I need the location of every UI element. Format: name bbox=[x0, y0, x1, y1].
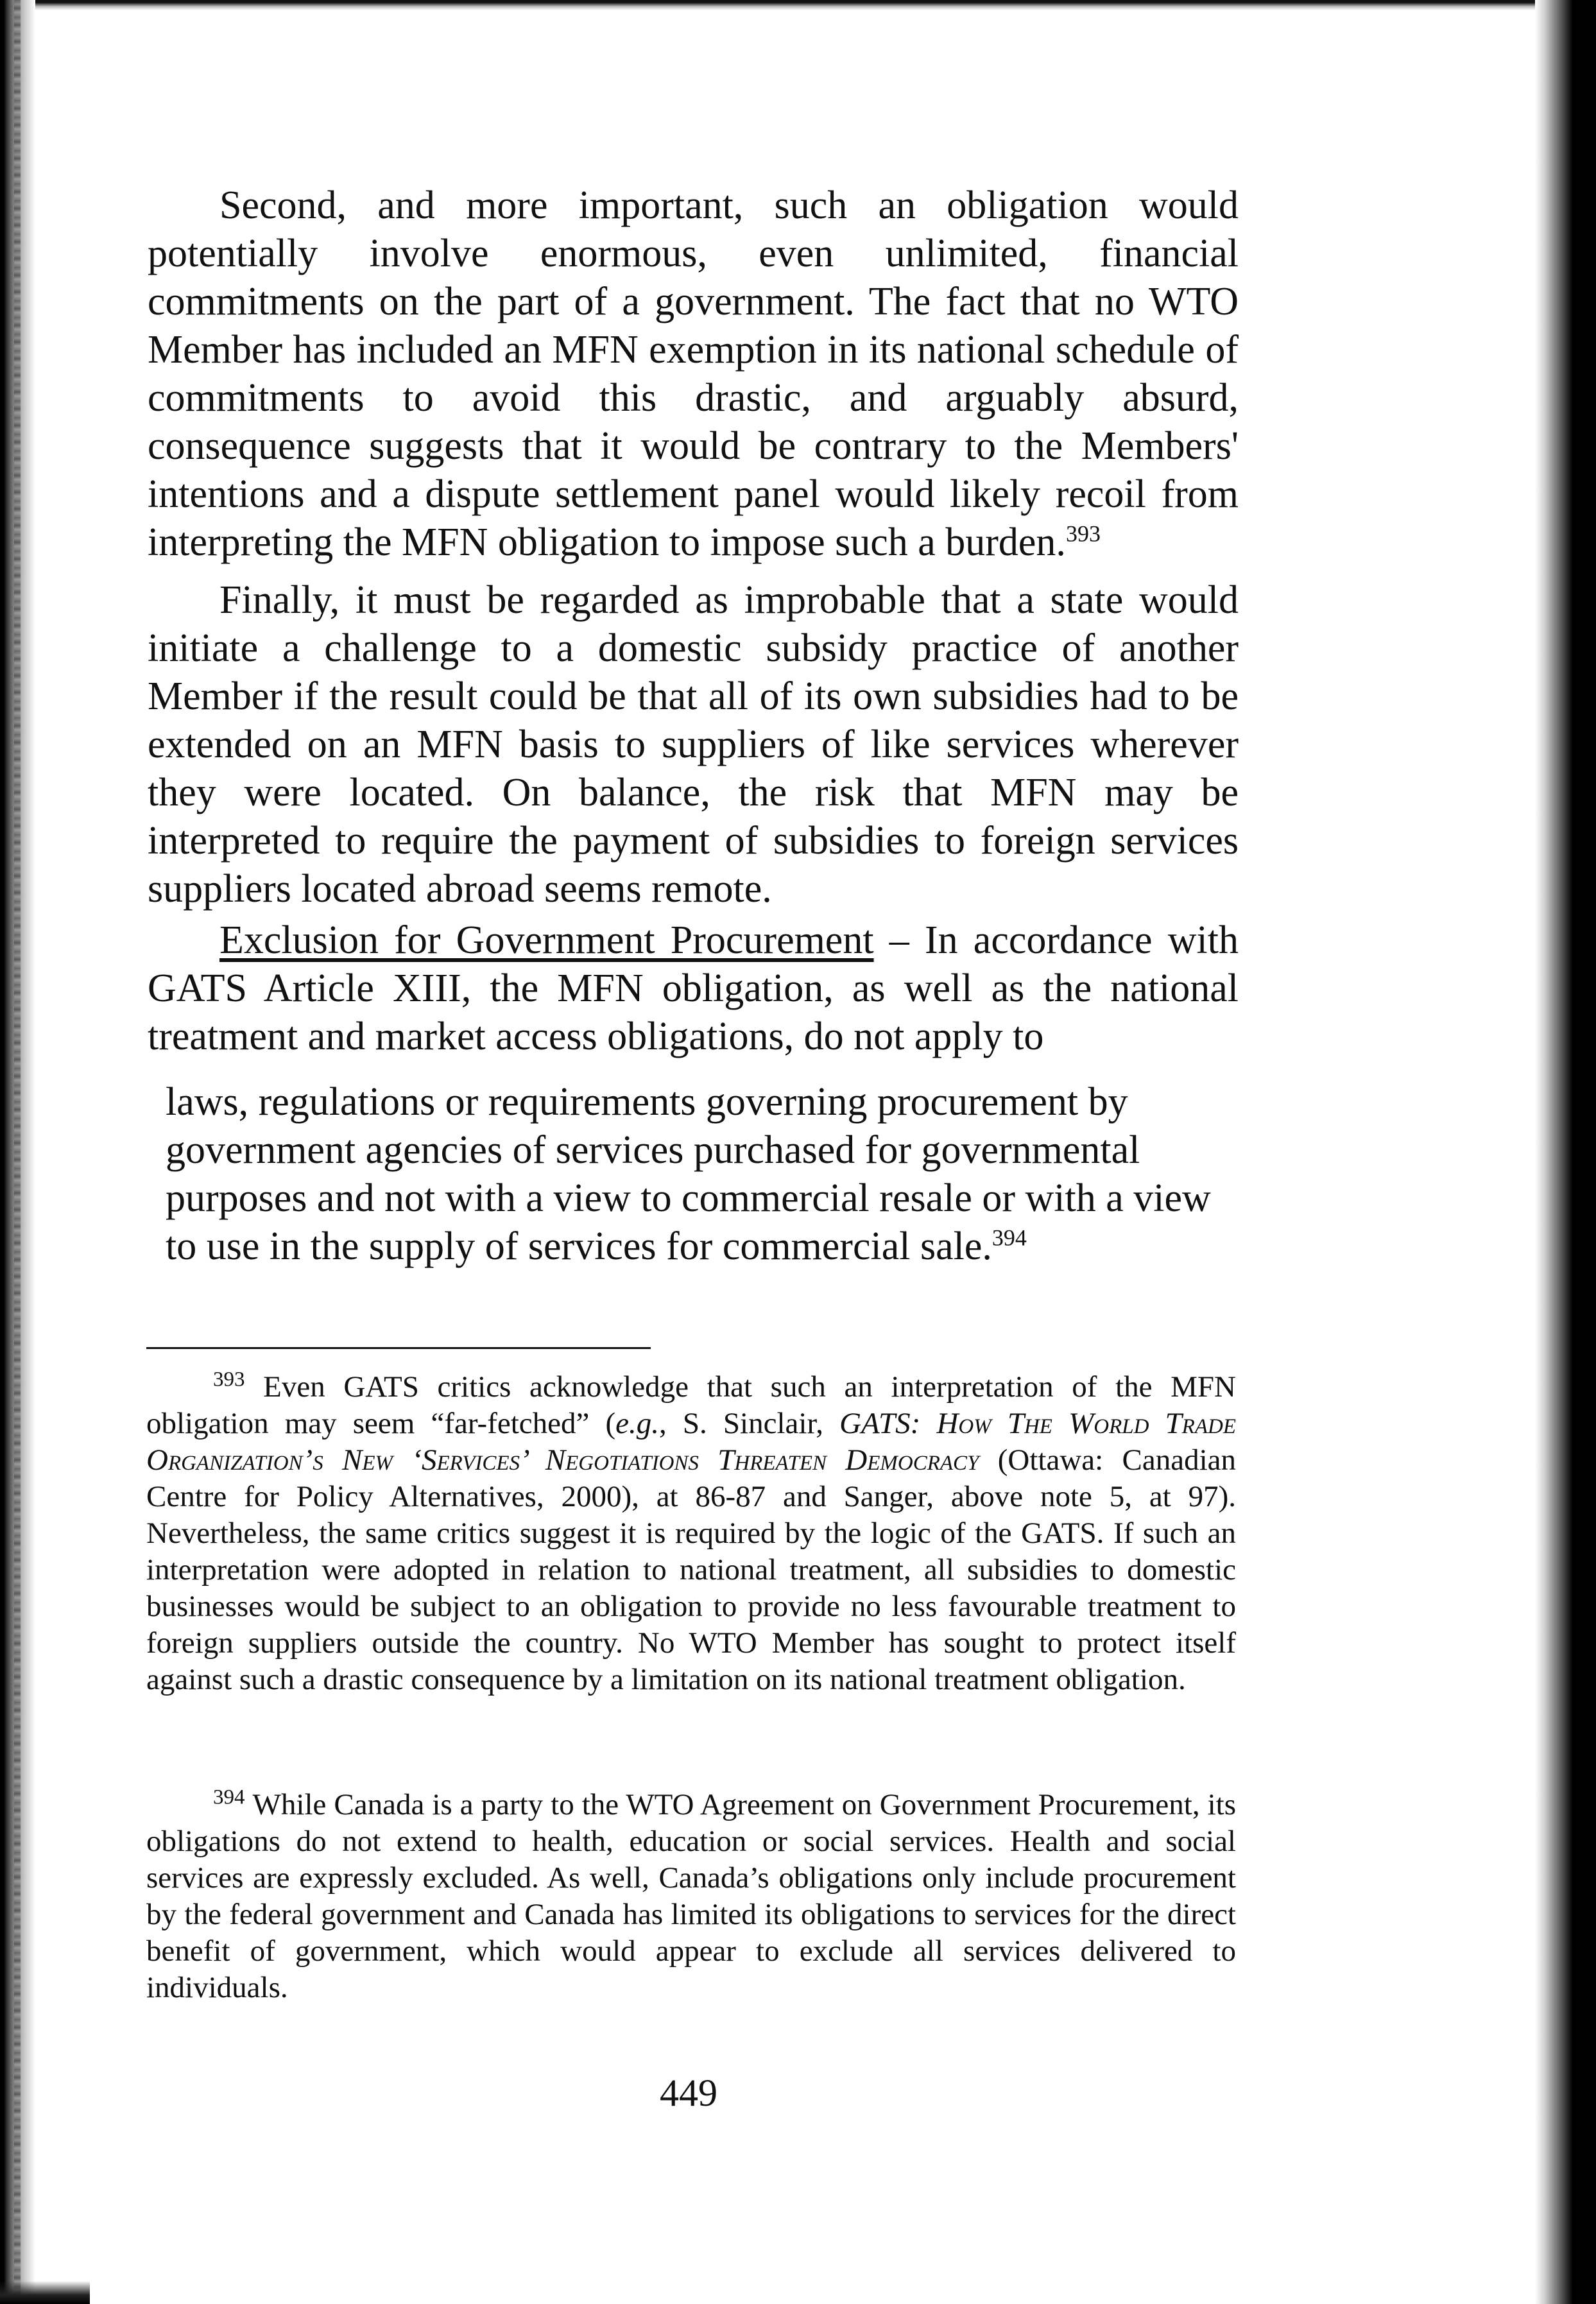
footnote-reference: 394 bbox=[991, 1225, 1027, 1251]
paragraph-text bbox=[148, 182, 1239, 567]
footnote-text-part: While Canada is a party to the WTO Agreement on Government Procurement, its obligations do not extend to health, education or social services. Health and social services are expressly excluded. As well, Canada’s obligations only include procurement by the federal government and Canada has limited its obligations to services for the direct benefit of government, which would appear to exclude all services delivered to individuals. bbox=[146, 1788, 1237, 2004]
paragraph-2-text: Finally, it must be regarded as improbable that a state would initiate a challenge to a domestic subsidy practice of another Member if the result could be that all of its own subsidies had to be extended on an MFN basis to suppliers of like services wherever they were located. On balance, the risk that MFN may be interpreted to require the payment of subsidies to foreign services suppliers located abroad seems remote. bbox=[148, 578, 1239, 911]
footnote-text-part: Even GATS critics acknowledge that such an interpretation of the MFN obligation may seem “far-fetched” ( bbox=[146, 1370, 1236, 1440]
scan-edge-right bbox=[1535, 0, 1596, 2304]
scan-edge-top bbox=[0, 0, 1596, 10]
footnote-393 bbox=[146, 1369, 1236, 1698]
paragraph-3-text: – In accordance with GATS Article XIII, the MFN obligation, as well as the national treatment and market access obligations, do not apply to bbox=[148, 918, 1239, 1058]
footnote-text-part: (Ottawa: Canadian Centre for Policy Alternatives, 2000), at 86-87 and Sanger, above note 5, at 97). Nevertheless, the same critics suggest it is required by the logic of the GATS. If such an interpretation were adopted in relation to national treatment, all subsidies to domestic businesses would be subject to an obligation to provide no less favourable treatment to foreign suppliers outside the country. No WTO Member has sought to protect itself against such a drastic consequence by a limitation on its national treatment obligation. bbox=[146, 1443, 1237, 1696]
scan-binding-strip bbox=[14, 0, 21, 2304]
paragraph-finally bbox=[148, 576, 1239, 913]
latin-abbreviation: e.g. bbox=[615, 1407, 660, 1440]
book-title: How The World Trade Organization’s New ‘Services’ Negotiations Threaten Democracy bbox=[146, 1407, 1236, 1477]
footnote-text bbox=[146, 1787, 1236, 2006]
scan-edge-bottom bbox=[0, 2281, 90, 2304]
block-quote-text bbox=[166, 1078, 1231, 1271]
book-title-prefix: GATS: bbox=[839, 1407, 921, 1440]
paragraph-1-text: Second, and more important, such an obligation would potentially involve enormous, even unlimited, financial commitments on the part of a government. The fact that no WTO Member has included an MFN exemption in its national schedule of commitments to avoid this drastic, and arguably absurd, consequence suggests that it would be contrary to the Members' intentions and a dispute settlement panel would likely recoil from interpreting the MFN obligation to impose such a burden. bbox=[148, 184, 1239, 564]
footnote-divider bbox=[146, 1347, 651, 1349]
footnote-text-part: , S. Sinclair, bbox=[659, 1407, 840, 1440]
footnote-text bbox=[146, 1369, 1236, 1698]
block-quote bbox=[166, 1078, 1231, 1271]
page-number: 449 bbox=[660, 2072, 717, 2114]
paragraph-procurement-exclusion bbox=[148, 916, 1239, 1061]
section-heading: Exclusion for Government Procurement bbox=[219, 918, 874, 962]
footnote-number: 393 bbox=[213, 1368, 245, 1391]
footnote-394 bbox=[146, 1787, 1236, 2006]
footnote-reference: 393 bbox=[1065, 520, 1101, 547]
paragraph-text bbox=[148, 916, 1239, 1061]
paragraph-second-point bbox=[148, 182, 1239, 567]
footnote-number: 394 bbox=[213, 1785, 245, 1809]
quote-text: laws, regulations or requirements governing procurement by government agencies of services purchased for governmental purposes and not with a view to commercial resale or with a view to use in the supply of services for commercial sale. bbox=[166, 1080, 1211, 1268]
